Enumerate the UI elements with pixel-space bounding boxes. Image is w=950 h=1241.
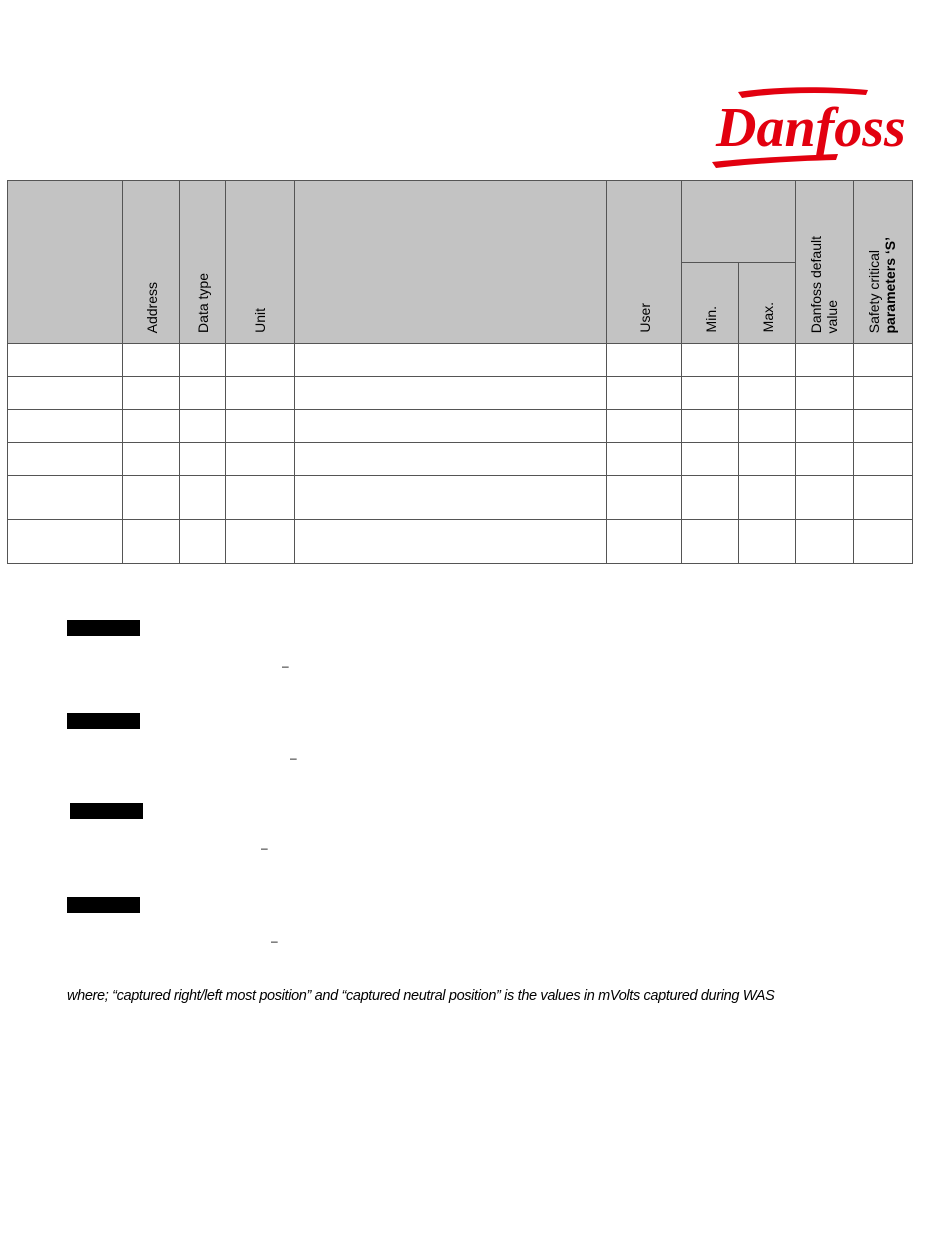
header-data-type [180, 181, 226, 344]
redacted-label [67, 620, 140, 636]
header-address-label: Address [144, 281, 160, 333]
footnote: where; “captured right/left most position” and “captured neutral position” is the values in mVolts captured during WAS [67, 988, 775, 1004]
formula-dash: – [271, 934, 278, 948]
redacted-label [67, 897, 140, 913]
header-safety-line1: Safety critical [866, 249, 882, 333]
header-default-line1: Danfoss default [808, 235, 824, 333]
header-max-label: Max. [760, 302, 776, 333]
header-user [607, 181, 682, 344]
header-address [123, 181, 180, 344]
danfoss-logo [708, 84, 914, 168]
table-row [8, 377, 913, 410]
header-user-label: User [637, 303, 653, 333]
formula-dash: – [261, 841, 268, 855]
formula-dash: – [290, 751, 297, 765]
header-unit-label: Unit [252, 308, 268, 333]
redacted-label [67, 713, 140, 729]
header-data-type-label: Data type [195, 273, 211, 333]
logo-text: Danfoss [716, 97, 906, 159]
header-max [739, 262, 796, 344]
header-description [295, 181, 607, 344]
header-unit [226, 181, 295, 344]
table-row [8, 476, 913, 520]
header-range [682, 181, 796, 263]
header-safety-line2: parameters ‘S’ [882, 236, 898, 333]
formula-dash: – [282, 659, 289, 673]
header-min-label: Min. [703, 306, 719, 333]
redacted-label [70, 803, 143, 819]
header-default [796, 181, 854, 344]
header-safety [854, 181, 913, 344]
parameter-table [7, 180, 913, 564]
header-default-line2: value [824, 299, 840, 333]
header-name [8, 181, 123, 344]
header-min [682, 262, 739, 344]
table-row [8, 443, 913, 476]
table-row [8, 344, 913, 377]
table-row [8, 410, 913, 443]
table-row [8, 520, 913, 564]
